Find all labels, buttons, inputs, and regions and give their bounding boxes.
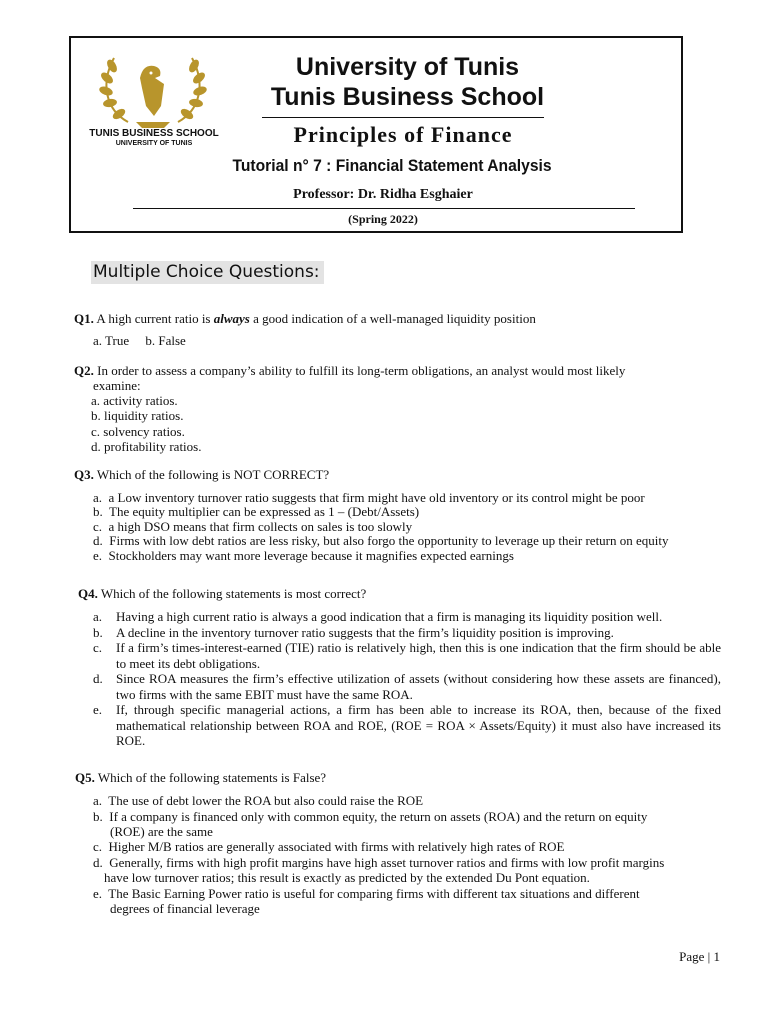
question-number: Q5.: [75, 770, 95, 785]
option: b. If a company is financed only with common equity, the return on assets (ROA) and the return on equity: [93, 809, 648, 824]
option: If, through specific managerial actions, a firm has been able to increase its ROA, then, because of the fixed mathematical relationship between ROA and ROE, (ROE = ROA × Assets/Equity) it must also have increased its ROE.: [116, 702, 721, 748]
answer-options: a. True b. False: [93, 333, 186, 348]
course-title: Principles of Finance: [293, 122, 513, 147]
option-letter: d.: [93, 671, 103, 686]
option: a. a Low inventory turnover ratio suggests that firm might have old inventory or its control might be poor: [93, 490, 645, 505]
option: e. Stockholders may want more leverage because it magnifies expected earnings: [93, 548, 514, 563]
option-cont: have low turnover ratios; this result is exactly as predicted by the extended Du Pont equation.: [104, 870, 590, 885]
university-name: University of Tunis: [295, 53, 520, 81]
question-text: A high current ratio is: [93, 311, 214, 326]
question-number: Q3.: [74, 467, 94, 482]
option: Having a high current ratio is always a good indication that a firm is managing its liquidity position well.: [116, 609, 663, 624]
question-number: Q1.: [74, 311, 94, 326]
option-letter: a.: [93, 609, 103, 624]
option-letter: c.: [93, 640, 103, 655]
option: b. The equity multiplier can be expressed as 1 – (Debt/Assets): [93, 504, 420, 519]
option: a. The use of debt lower the ROA but also could raise the ROE: [93, 793, 424, 808]
question-number: Q4.: [78, 586, 98, 601]
term-label: (Spring 2022): [348, 212, 418, 226]
option: d. Generally, firms with high profit margins have high asset turnover ratios and firms with low profit margins: [93, 855, 665, 870]
question-text: a good indication of a well-managed liquidity position: [249, 311, 536, 326]
option: b. liquidity ratios.: [91, 408, 184, 423]
option: A decline in the inventory turnover ratio suggests that the firm’s liquidity position is improving.: [116, 625, 614, 640]
question-text: Which of the following is NOT CORRECT?: [93, 467, 330, 482]
option: c. solvency ratios.: [91, 424, 185, 439]
question-1: [74, 311, 536, 326]
option: d. Firms with low debt ratios are less risky, but also forgo the opportunity to leverage up their return on equity: [93, 533, 669, 548]
option-letter: b.: [93, 625, 103, 640]
option: c. a high DSO means that firm collects on sales is too slowly: [93, 519, 413, 534]
professor-name: Professor: Dr. Ridha Esghaier: [293, 187, 473, 202]
option-cont: degrees of financial leverage: [110, 901, 260, 916]
question-4: [78, 586, 366, 601]
option: d. profitability ratios.: [91, 439, 202, 454]
school-name: Tunis Business School: [270, 83, 545, 111]
option: a. activity ratios.: [91, 393, 178, 408]
option-letter: e.: [93, 702, 103, 717]
option: c. Higher M/B ratios are generally associated with firms with relatively high rates of ROE: [93, 839, 565, 854]
option-cont: (ROE) are the same: [110, 824, 213, 839]
option: If a firm’s times-interest-earned (TIE) ratio is relatively high, then this is one indication that the firm should be able to meet its debt obligations.: [116, 640, 721, 671]
logo-text-university: UNIVERSITY OF TUNIS: [115, 140, 193, 147]
question-5: [75, 770, 326, 785]
header-divider-bottom: [133, 208, 635, 209]
question-number: Q2.: [74, 363, 94, 378]
page-number: Page | 1: [679, 949, 720, 964]
question-emphasis: always: [213, 311, 250, 326]
logo-text-school: TUNIS BUSINESS SCHOOL: [89, 128, 219, 139]
tutorial-title: Tutorial n° 7 : Financial Statement Analysis: [232, 156, 552, 175]
question-text-cont: examine:: [93, 378, 141, 393]
question-text: In order to assess a company’s ability to fulfill its long-term obligations, an analyst would most likely: [93, 363, 626, 378]
header-divider: [262, 117, 544, 118]
question-2: [74, 363, 625, 378]
option: Since ROA measures the firm’s effective utilization of assets (without considering how these assets are financed), two firms with the same EBIT must have the same ROA.: [116, 671, 721, 702]
question-text: Which of the following statements is False?: [94, 770, 327, 785]
section-title: Multiple Choice Questions:: [91, 261, 324, 284]
question-text: Which of the following statements is most correct?: [97, 586, 367, 601]
option: e. The Basic Earning Power ratio is useful for comparing firms with different tax situations and different: [93, 886, 640, 901]
question-3: [74, 467, 329, 482]
